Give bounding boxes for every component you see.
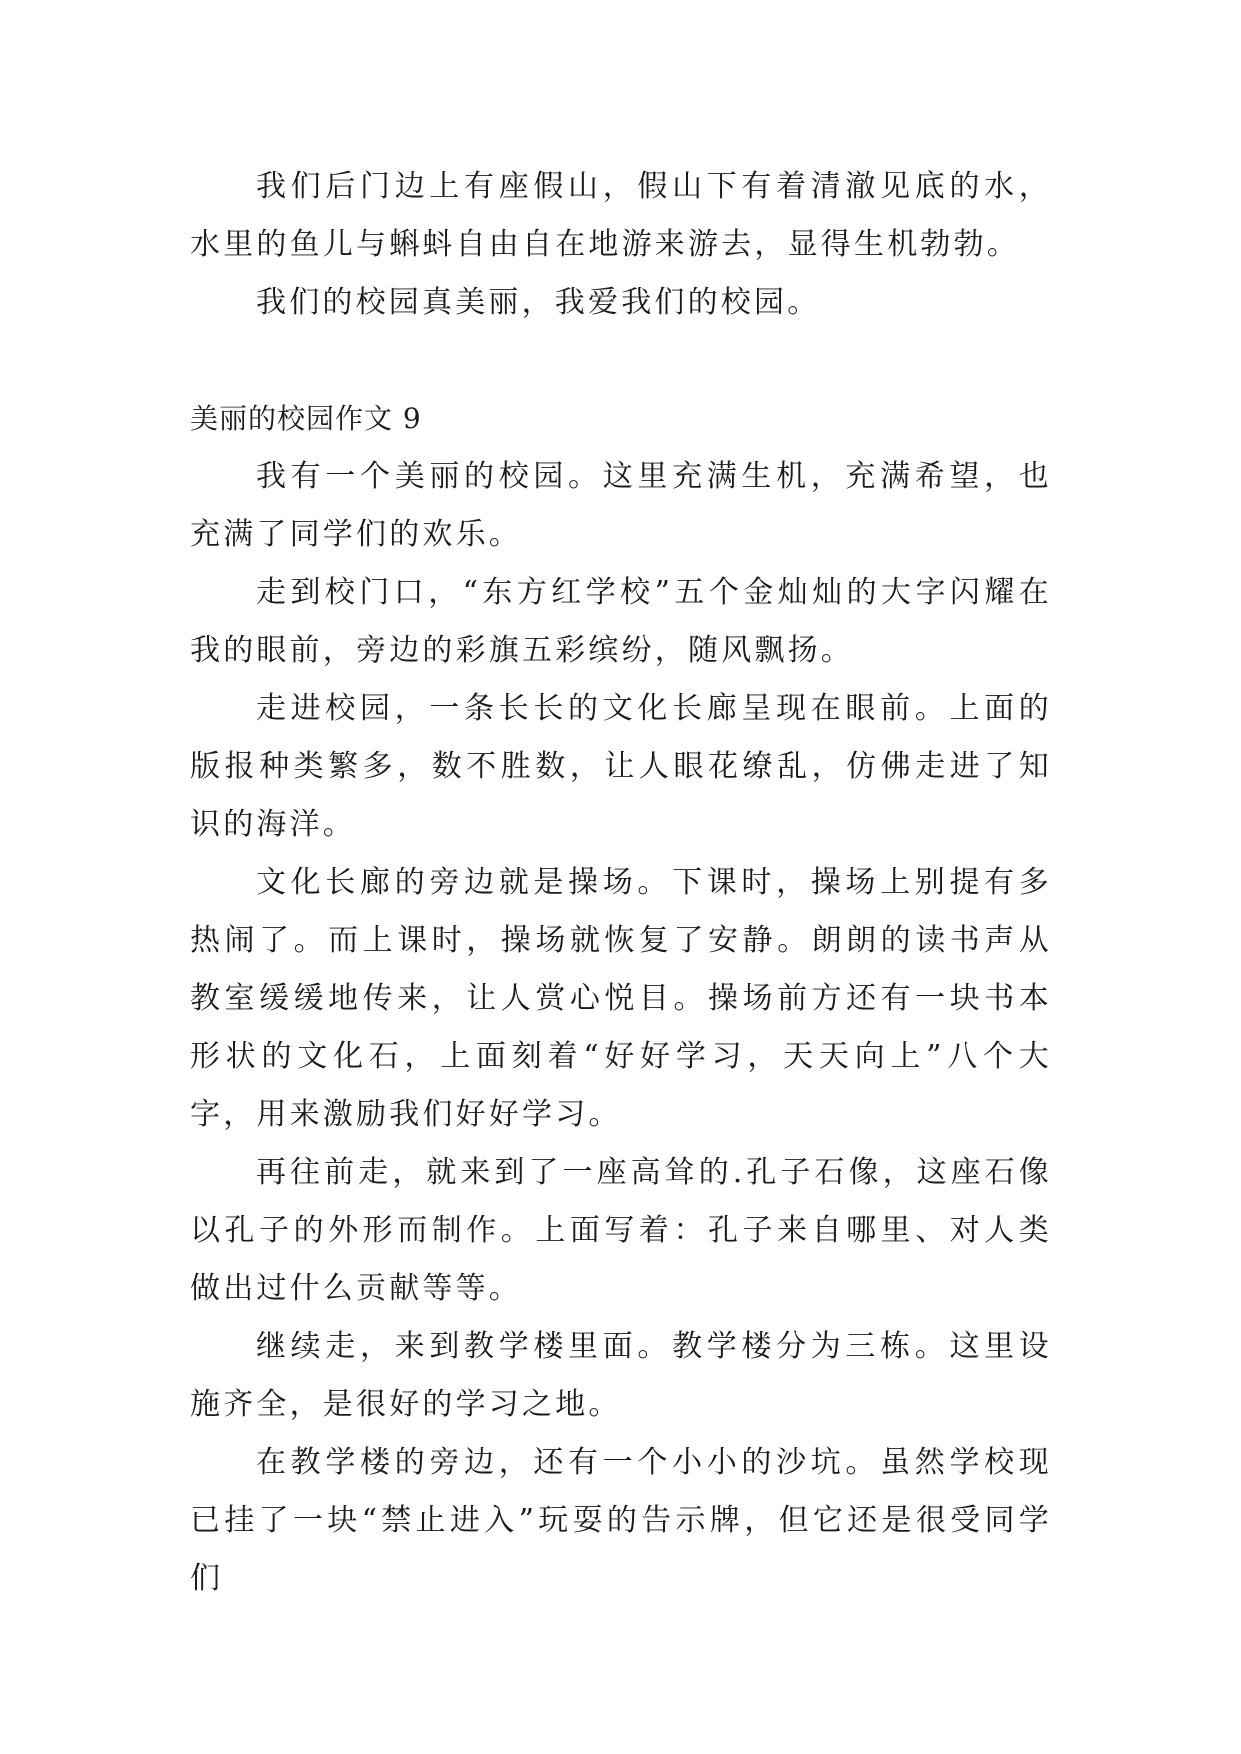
paragraph-school-gate: 走到校门口，“东方红学校”五个金灿灿的大字闪耀在我的眼前，旁边的彩旗五彩缤纷，随风飘扬。 xyxy=(190,575,1052,668)
paragraph-campus-love: 我们的校园真美丽，我爱我们的校园。 xyxy=(256,285,821,320)
section-title: 美丽的校园作文 9 xyxy=(190,402,422,435)
paragraph-teaching-building: 继续走，来到教学楼里面。教学楼分为三栋。这里设施齐全，是很好的学习之地。 xyxy=(190,1329,1052,1422)
paragraph-rockery: 我们后门边上有座假山，假山下有着清澈见底的水，水里的鱼儿与蝌蚪自由自在地游来游去，显得生机勃勃。 xyxy=(190,169,1052,262)
section-spacer xyxy=(190,332,1052,390)
paragraph-confucius-statue: 再往前走，就来到了一座高耸的.孔子石像，这座石像以孔子的外形而制作。上面写着：孔子来自哪里、对人类做出过什么贡献等等。 xyxy=(190,1155,1052,1306)
paragraph-culture-corridor: 走进校园，一条长长的文化长廊呈现在眼前。上面的版报种类繁多，数不胜数，让人眼花缭乱，仿佛走进了知识的海洋。 xyxy=(190,691,1052,842)
paragraph-sandpit: 在教学楼的旁边，还有一个小小的沙坑。虽然学校现已挂了一块“禁止进入”玩耍的告示牌，但它还是很受同学们 xyxy=(190,1445,1052,1596)
document-page xyxy=(190,158,1052,1608)
paragraph-intro: 我有一个美丽的校园。这里充满生机，充满希望，也充满了同学们的欢乐。 xyxy=(190,459,1052,552)
paragraph-playground: 文化长廊的旁边就是操场。下课时，操场上别提有多热闹了。而上课时，操场就恢复了安静。朗朗的读书声从教室缓缓地传来，让人赏心悦目。操场前方还有一块书本形状的文化石，上面刻着“好好学习，天天向上”八个大字，用来激励我们好好学习。 xyxy=(190,865,1052,1132)
